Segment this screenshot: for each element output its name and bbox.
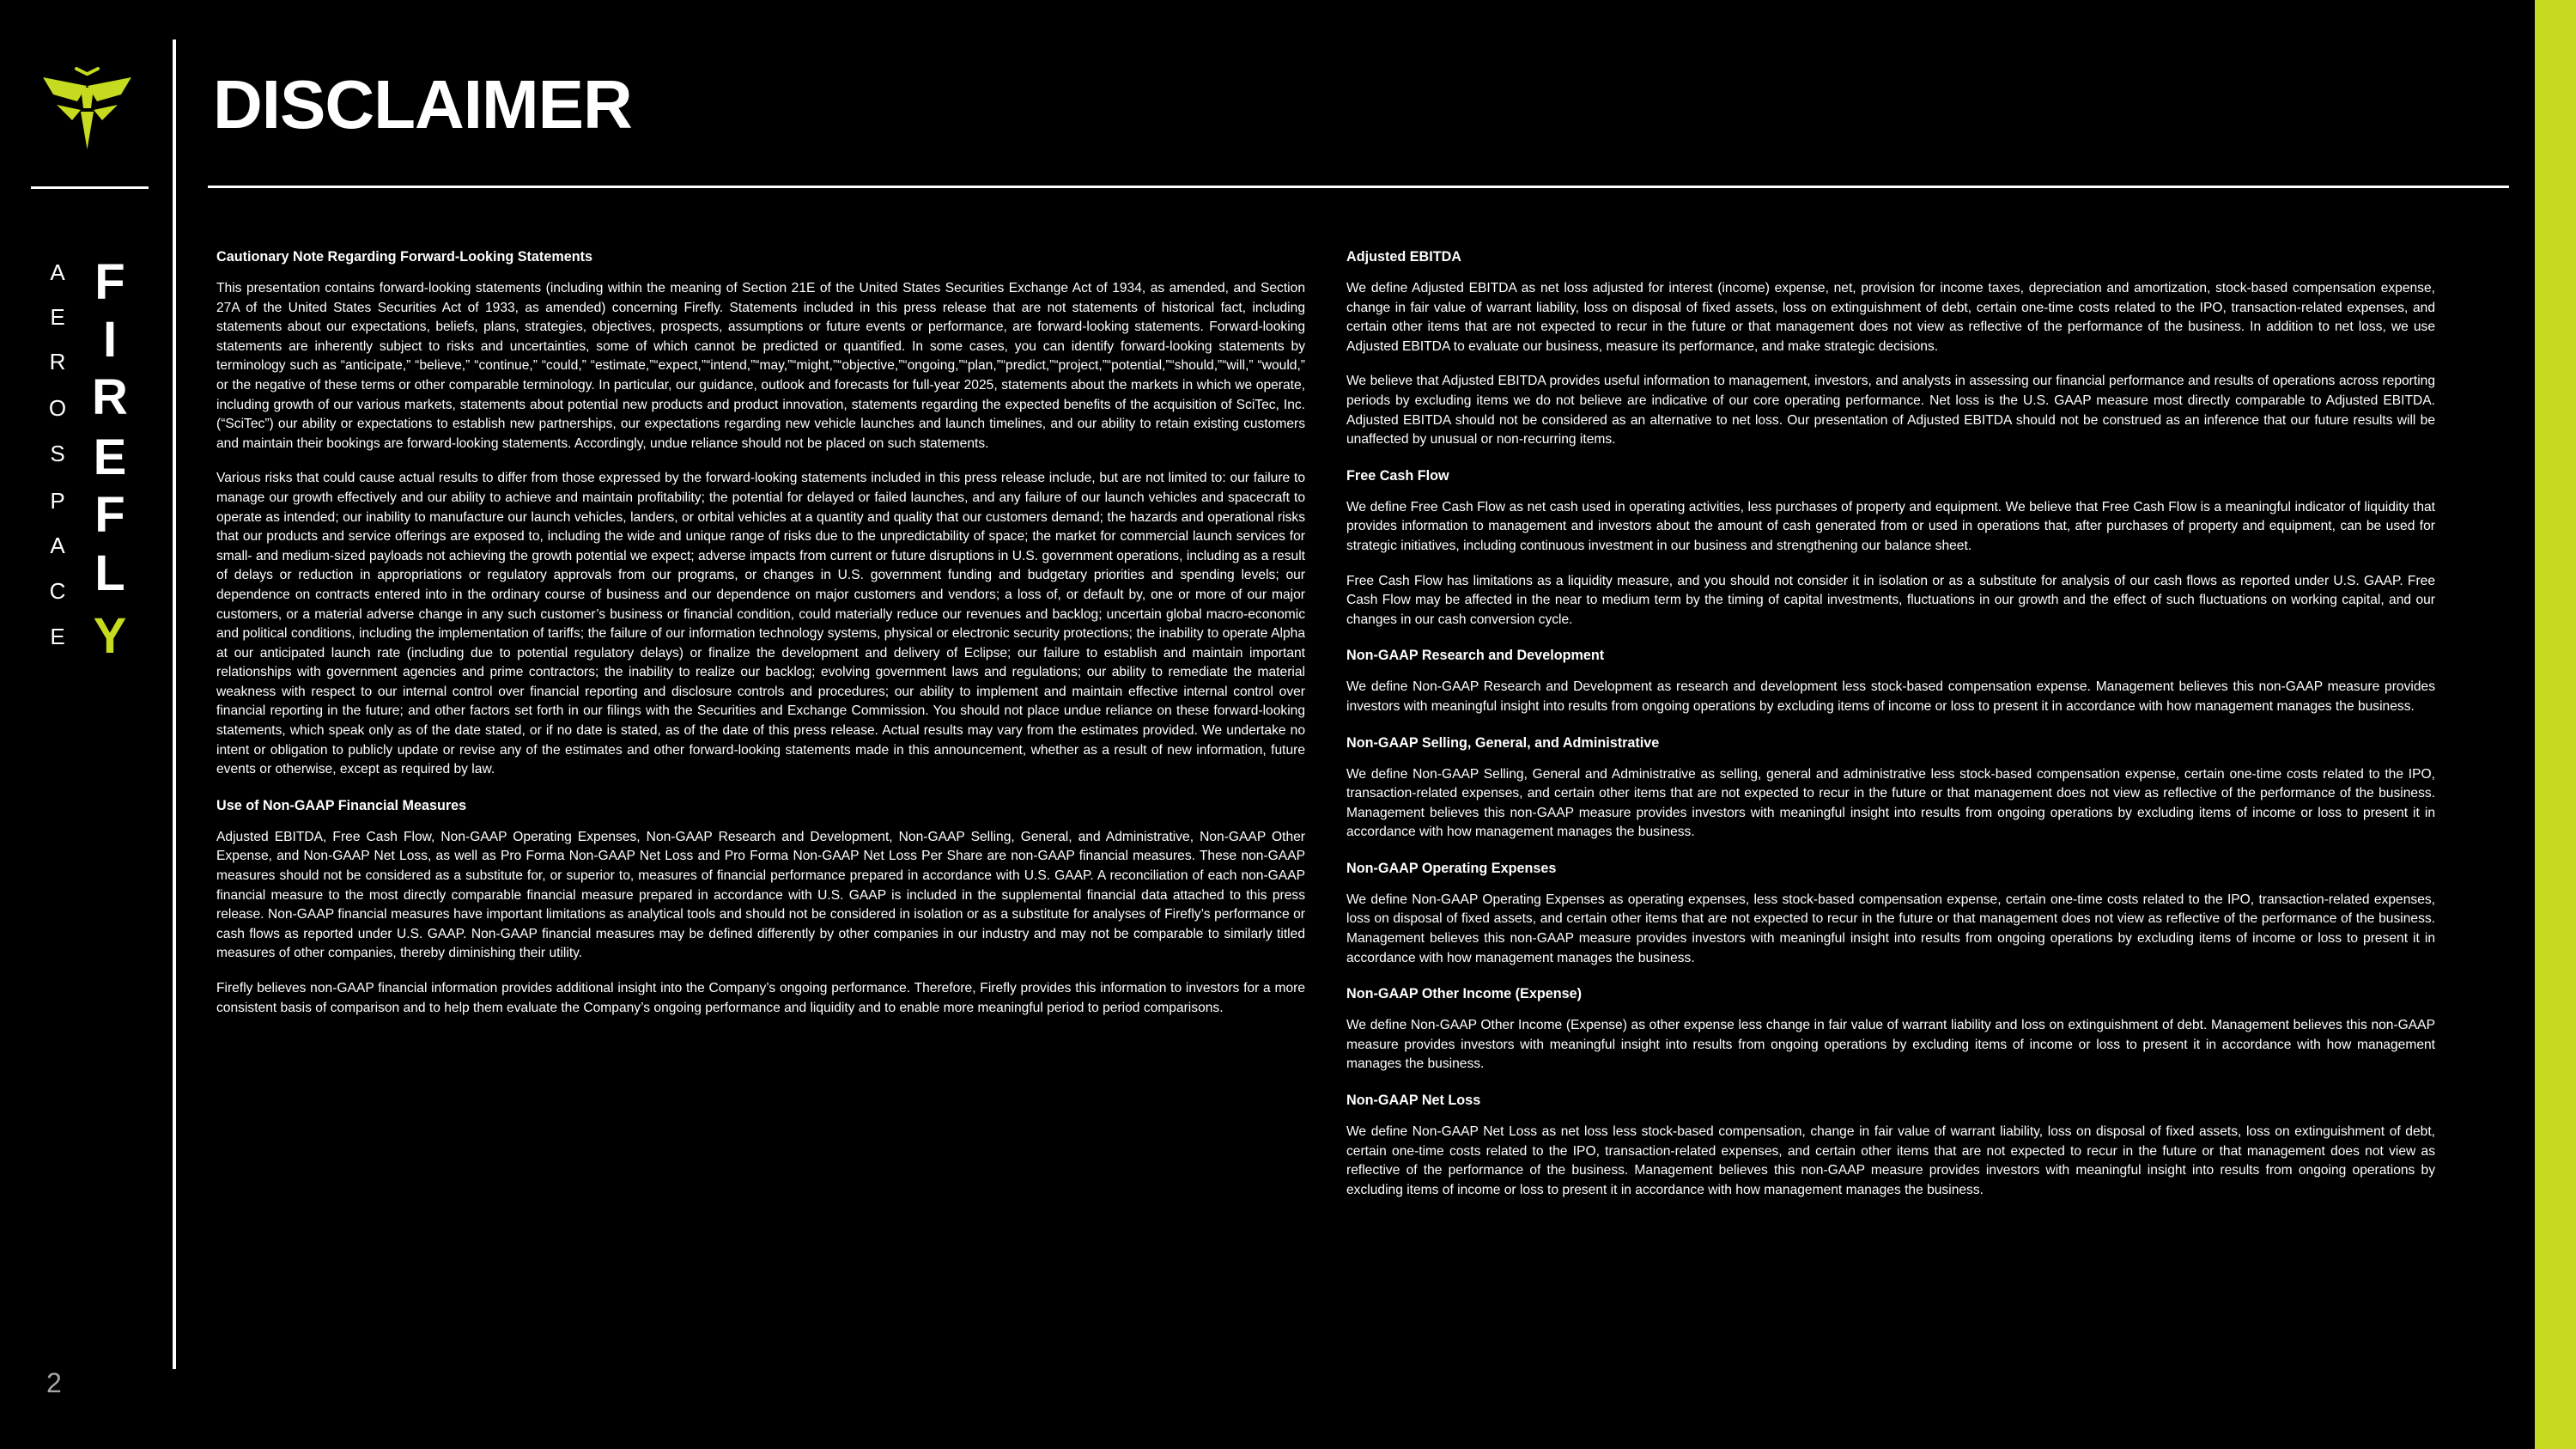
section-heading-opex: Non-GAAP Operating Expenses (1346, 860, 1557, 876)
wordmark-sub-letter: A (50, 259, 65, 285)
sidebar-divider (173, 40, 176, 1369)
paragraph: This presentation contains forward-looking statements (including within the meaning of Section 21E of the United States Securities Exchange Act of 1934, as amended, and Section 27A of the United States Securities Act of 1933, as amended) concerning Firefly. Statements included in this press release that are not statements of historical fact, including statements about our expectations, beliefs, plans, strategies, objectives, prospects, assumptions or future events or performance, are forward-looking statements. Forward-looking statements are inherently subject to risks and uncertainties, some of which cannot be predicted or quantified. In some cases, you can identify forward-looking statements by terminology such as “anticipate,” “believe,” “continue,” “could,” “estimate,”“expect,”“intend,”“may,”“might,”“objective,”“ongoing,”“plan,”“predict,”“project,”“potential,”“should,”“will,” “would,” or the negative of these terms or other comparable terminology. In particular, our guidance, outlook and forecasts for full-year 2025, statements about the markets in which we operate, including growth of our various markets, statements about potential new products and product innovation, statements regarding the expected benefits of the acquisition of SciTec, Inc. (“SciTec”) our ability or expectations to establish new partnerships, our expectations regarding new vehicle launches and launch timelines, and our ability to retain existing customers and maintain their bookings are forward-looking statements. Accordingly, undue reliance should not be placed on such statements. (216, 281, 1305, 451)
page-number: 2 (46, 1367, 62, 1398)
section-heading-non-gaap: Use of Non-GAAP Financial Measures (216, 797, 467, 813)
section-heading-cautionary: Cautionary Note Regarding Forward-Looking Statements (216, 249, 593, 265)
wordmark-sub-letter: O (48, 395, 67, 421)
wordmark-sub-letter: R (49, 349, 66, 374)
firefly-wordmark (45, 254, 131, 687)
wordmark-letter: E (93, 429, 127, 485)
firefly-logo-icon (38, 67, 137, 155)
wordmark-sub-letter: E (50, 304, 65, 330)
section-heading-rnd: Non-GAAP Research and Development (1346, 648, 1605, 664)
paragraph: Adjusted EBITDA, Free Cash Flow, Non-GAAP Operating Expenses, Non-GAAP Research and Development, Non-GAAP Selling, General, and Administrative, Non-GAAP Other Expense, and Non-GAAP Net Loss, as well as Pro Forma Non-GAAP Net Loss and Pro Forma Non-GAAP Net Loss Per Share are non-GAAP financial measures. These non-GAAP measures should not be considered as a substitute for, or superior to, measures of financial performance prepared in accordance with U.S. GAAP. A reconciliation of each non-GAAP financial measure to the most directly comparable financial measure prepared in accordance with U.S. GAAP is included in the supplemental financial data attached to this press release. Non-GAAP financial measures have important limitations as analytical tools and should not be considered in isolation or as a substitute for analyses of Firefly’s performance or cash flows as reported under U.S. GAAP. Non-GAAP financial measures may be defined differently by other companies in our industry and may not be comparable to similarly titled measures of other companies, thereby diminishing their utility. (216, 829, 1305, 961)
section-heading-net-loss: Non-GAAP Net Loss (1346, 1093, 1481, 1109)
paragraph: We define Non-GAAP Other Income (Expense) as other expense less change in fair value of warrant liability and loss on extinguishment of debt. Management believes this non-GAAP measure provides investors with meaningful insight into results from ongoing operations by excluding items of income or loss to present it in accordance with how management manages the business. (1346, 1018, 2435, 1072)
right-column (1346, 247, 2435, 1215)
wordmark-sub-letter: C (49, 578, 66, 604)
wordmark-letter: L (94, 545, 125, 601)
paragraph: We define Free Cash Flow as net cash used in operating activities, less purchases of property and equipment. We believe that Free Cash Flow is a meaningful indicator of liquidity that provides information to management and investors about the amount of cash generated from or used in operations that, after purchases of property and equipment, can be used for strategic initiatives, including continuous investment in our business and strengthening our balance sheet. (1346, 499, 2435, 553)
logo-underline (31, 186, 149, 189)
paragraph: Various risks that could cause actual results to differ from those expressed by the forward-looking statements included in this press release include, but are not limited to: our failure to manage our growth effectively and our ability to achieve and maintain profitability; the potential for delayed or failed launches, and any failure of our launch vehicles and spacecraft to operate as intended; our inability to manufacture our launch vehicles, landers, or orbital vehicles at a quantity and quality that our customers demand; the hazards and operational risks that our products and service offerings are exposed to, including the wide and unique range of risks due to the unpredictability of space; the market for commercial launch services for small- and medium-sized payloads not achieving the growth potential we expect; adverse impacts from current or future disruptions in U.S. government operations, including as a result of delays or reduction in appropriations or regulatory approvals from our programs, or changes in U.S. government funding and budgetary priorities and spending levels; our dependence on contracts entered into in the ordinary course of business and our dependence on major customers and vendors; a loss of, or default by, one or more of our major customers, or a material adverse change in any such customer’s business or financial condition, could materially reduce our revenues and backlog; uncertain global macro-economic and political conditions, including the implementation of tariffs; the failure of our information technology systems, physical or electronic security protections; the inability to operate Alpha at our anticipated launch rate (including due to potential regulatory delays) or finalize the development and delivery of Eclipse; our failure to establish and maintain important relationships with government agencies and prime contractors; the inability to realize our backlog; evolving government laws and regulations; our ability to remediate the material weakness with respect to our internal control over financial reporting and disclosure controls and procedures; our ability to implement and maintain effective internal control over financial reporting in the future; and other factors set forth in our filings with the Securities and Exchange Commission. You should not place undue reliance on these forward-looking statements, which speak only as of the date stated, or if no date is stated, as of the date of this press release. Actual results may vary from the estimates provided. We undertake no intent or obligation to publicly update or revise any of the estimates and other forward-looking statements made in this announcement, whether as a result of new information, future events or otherwise, except as required by law. (216, 471, 1305, 777)
wordmark-sub-letter: P (50, 488, 65, 514)
section-heading-free-cash-flow: Free Cash Flow (1346, 467, 1449, 484)
left-column (216, 247, 1305, 1033)
paragraph: We define Non-GAAP Operating Expenses as operating expenses, less stock-based compensation expense, certain one-time costs related to the IPO, transaction-related expenses, loss on disposal of fixed assets, and certain other items that are not expected to recur in the future or that management does not view as reflective of the performance of the business. Management believes this non-GAAP measure provides investors with meaningful insight into results from ongoing operations by excluding items of income or loss to present it in accordance with how management manages the business. (1346, 892, 2435, 965)
wordmark-sub-letter: E (50, 624, 65, 649)
wordmark-letter: R (92, 369, 128, 425)
section-heading-sga: Non-GAAP Selling, General, and Administrative (1346, 734, 1660, 751)
page-title: DISCLAIMER (213, 66, 632, 143)
wordmark-aerospace (45, 258, 70, 687)
section-heading-adjusted-ebitda: Adjusted EBITDA (1346, 249, 1461, 265)
paragraph: We believe that Adjusted EBITDA provides useful information to management, investors, and analysts in assessing our financial performance and results of operations across reporting periods by excluding items we do not believe are indicative of our core operating performance. Net loss is the U.S. GAAP measure most directly comparable to Adjusted EBITDA. Adjusted EBITDA should not be considered as an alternative to net loss. Our presentation of Adjusted EBITDA should not be construed as an inference that our future results will be unaffected by unusual or non-recurring items. (1346, 374, 2435, 447)
paragraph: We define Non-GAAP Net Loss as net loss less stock-based compensation, change in fair value of warrant liability, loss on disposal of fixed assets, loss on extinguishment of debt, certain one-time costs related to the IPO, transaction-related expenses, and certain other items that are not expected to recur in the future or that management does not view as reflective of the performance of the business. Management believes this non-GAAP measure provides investors with meaningful insight into results from ongoing operations by excluding items of income or loss to present it in accordance with how management manages the business. (1346, 1124, 2435, 1197)
paragraph: We define Non-GAAP Selling, General and Administrative as selling, general and administrative less stock-based compensation expense, certain one-time costs related to the IPO, transaction-related expenses, and certain other items that are not expected to recur in the future or that management does not view as reflective of the performance of the business. Management believes this non-GAAP measure provides investors with meaningful insight into results from ongoing operations by excluding items of income or loss to present it in accordance with how management manages the business. (1346, 766, 2435, 840)
paragraph: Free Cash Flow has limitations as a liquidity measure, and you should not consider it in isolation or as a substitute for analysis of our cash flows as reported under U.S. GAAP. Free Cash Flow may be affected in the near to medium term by the timing of capital investments, fluctuations in our growth and the effect of such fluctuations on working capital, and our changes in our cash conversion cycle. (1346, 573, 2435, 627)
wordmark-letter: Y (93, 608, 127, 664)
paragraph: Firefly believes non-GAAP financial information provides additional insight into the Company’s ongoing performance. Therefore, Firefly provides this information to investors for a more consistent basis of comparison and to help them evaluate the Company’s ongoing performance and liquidity and to enable more meaningful period to period comparisons. (216, 981, 1305, 1015)
paragraph: We define Adjusted EBITDA as net loss adjusted for interest (income) expense, net, provision for income taxes, depreciation and amortization, stock-based compensation expense, change in fair value of warrant liability, loss on disposal of fixed assets, loss on extinguishment of debt, certain one-time costs related to the IPO, transaction-related expenses, and certain other items that are not expected to recur in the future or that management does not view as reflective of the performance of the business. In addition to net loss, we use Adjusted EBITDA to evaluate our business, measure its performance, and make strategic decisions. (1346, 281, 2435, 354)
wordmark-letter: I (102, 312, 118, 368)
title-underline (208, 186, 2509, 188)
wordmark-firefly (89, 254, 131, 687)
wordmark-letter: F (94, 487, 125, 543)
wordmark-sub-letter: A (50, 533, 65, 558)
wordmark-sub-letter: S (50, 441, 65, 466)
wordmark-letter: F (94, 254, 125, 310)
paragraph: We define Non-GAAP Research and Development as research and development less stock-based compensation expense. Management believes this non-GAAP measure provides investors with meaningful insight into results from ongoing operations by excluding items of income or loss to present it in accordance with how management manages the business. (1346, 679, 2435, 714)
accent-bar (2535, 0, 2576, 1449)
section-heading-other-income: Non-GAAP Other Income (Expense) (1346, 986, 1583, 1002)
